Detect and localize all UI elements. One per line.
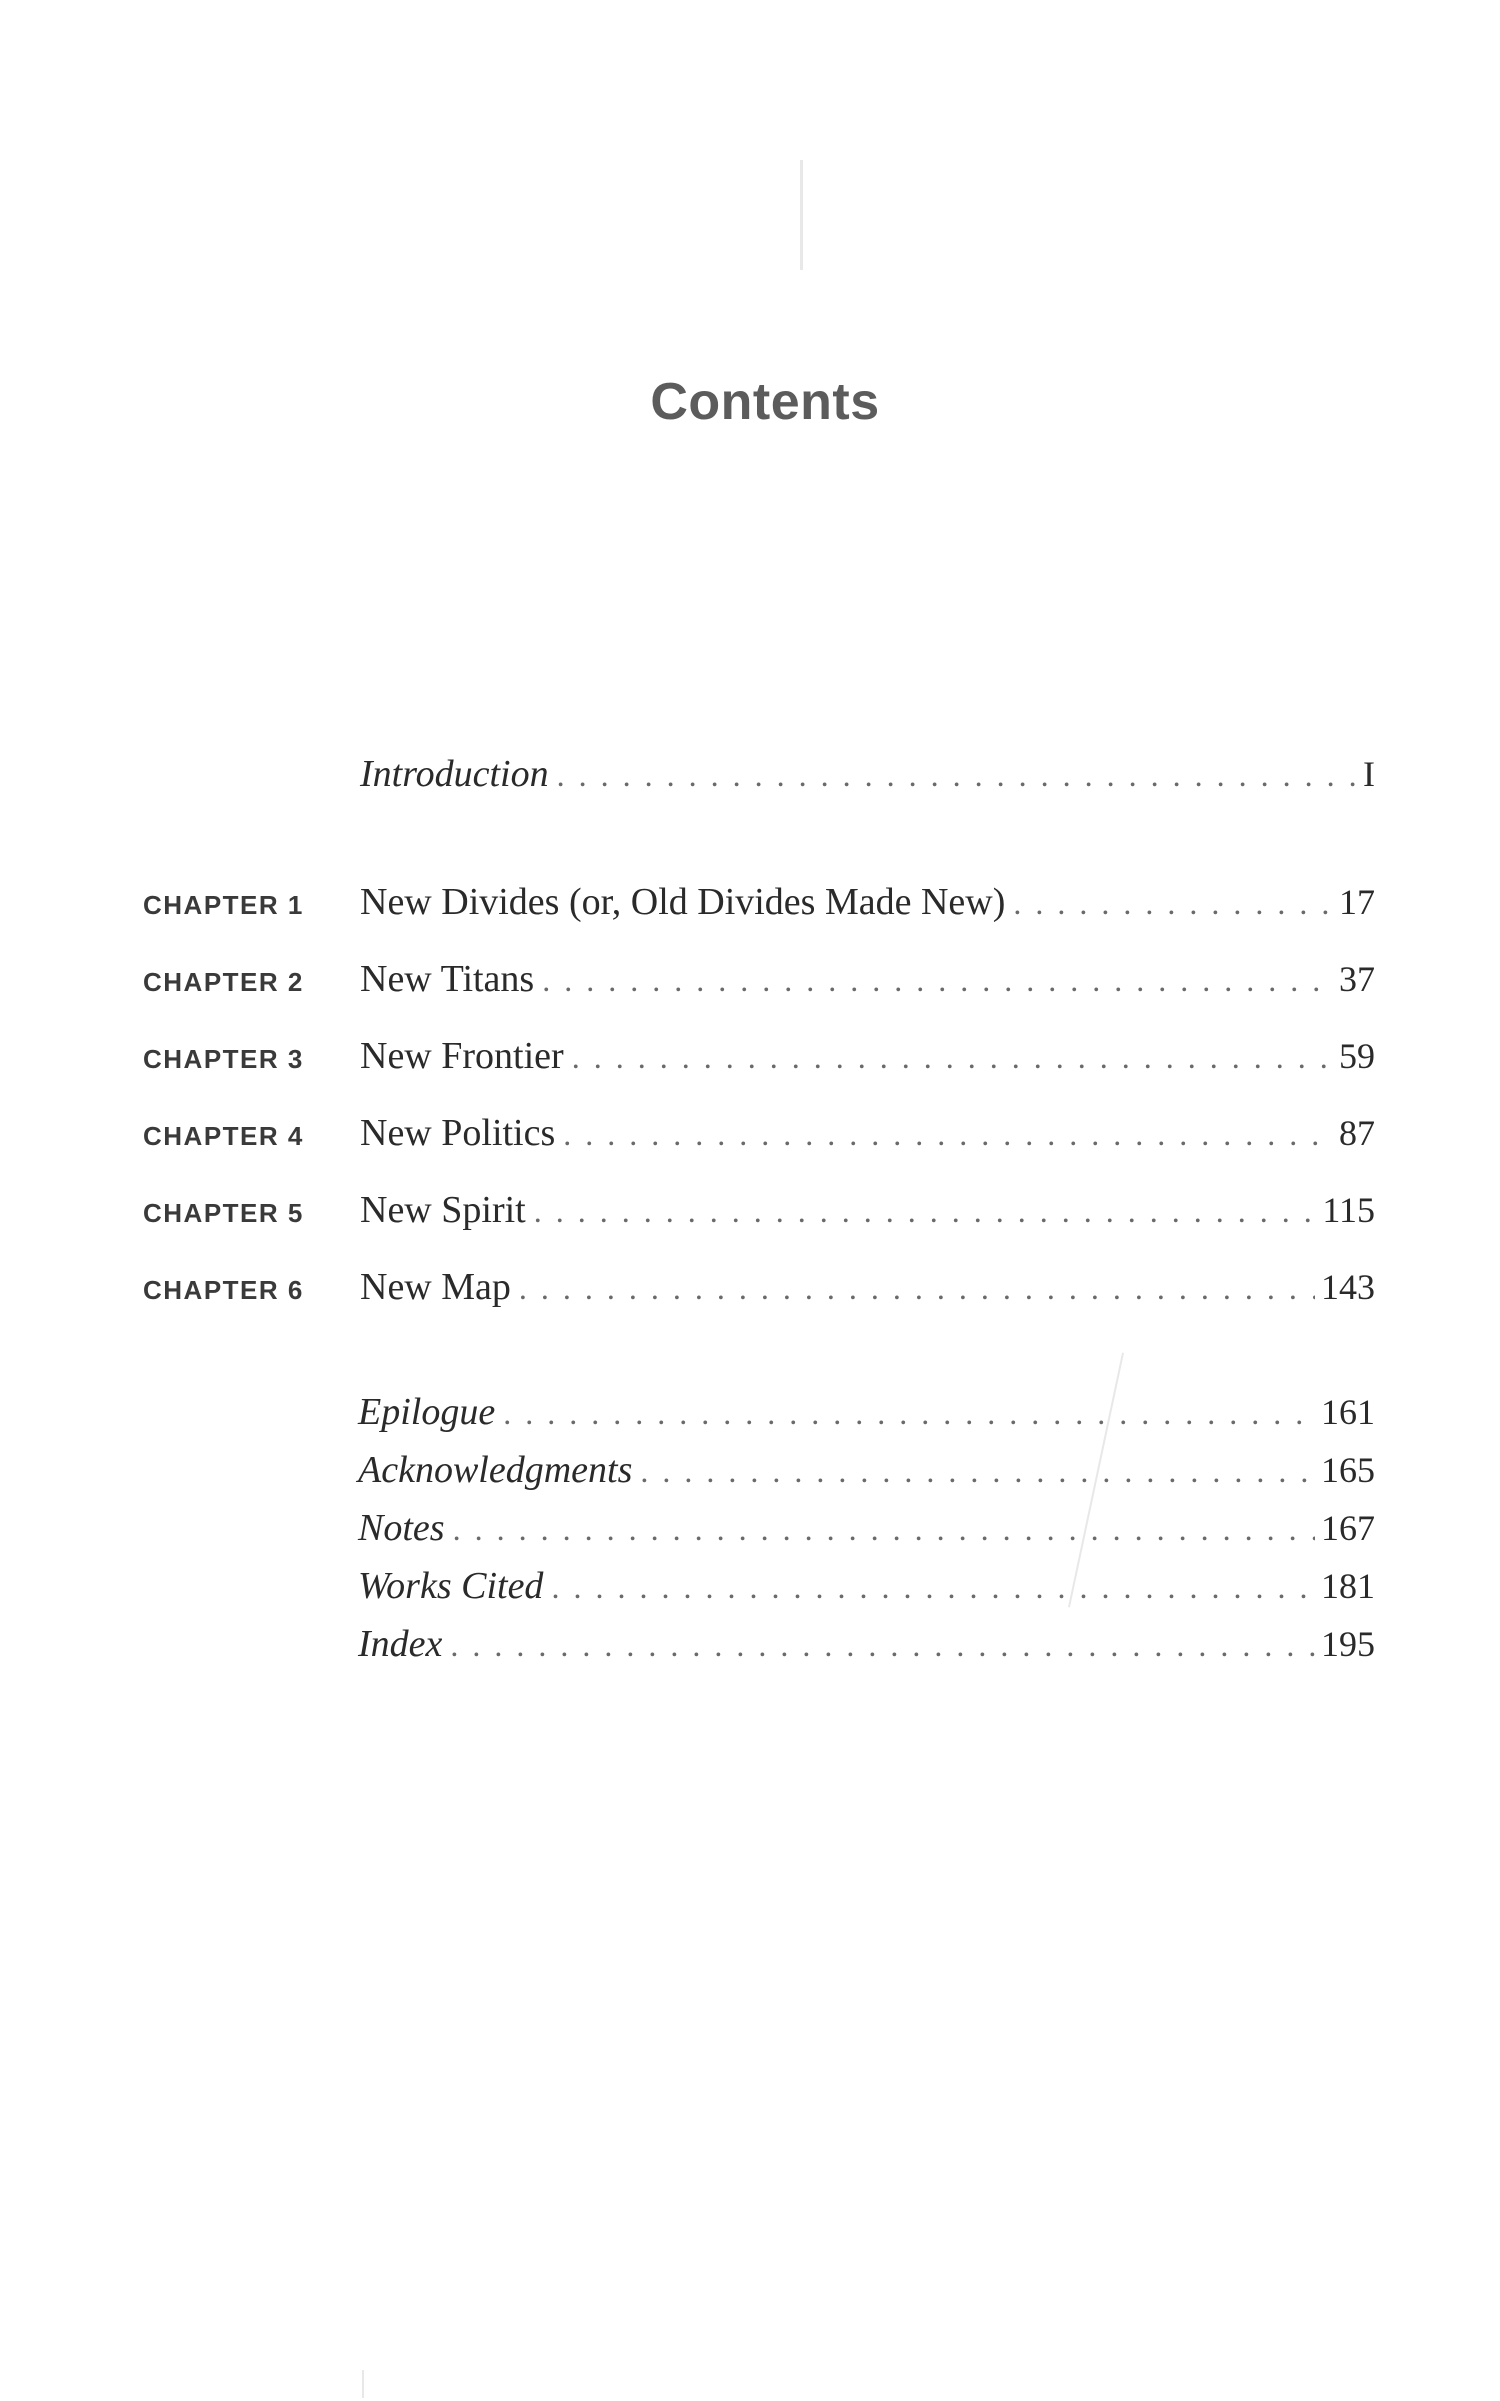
toc-entry-chapter-2[interactable]	[143, 957, 1375, 1001]
dot-leader	[640, 1453, 1315, 1490]
page-title: Contents	[650, 373, 880, 431]
toc-entry-introduction[interactable]	[360, 752, 1375, 796]
page-number: 167	[1321, 1508, 1375, 1548]
page-number: 37	[1339, 959, 1375, 999]
entry-title: New Map	[360, 1266, 511, 1308]
dot-leader	[563, 1116, 1333, 1153]
entry-title: Notes	[358, 1507, 445, 1549]
toc-entry-chapter-5[interactable]	[143, 1188, 1375, 1232]
entry-title: New Politics	[360, 1112, 556, 1154]
entry-title: Works Cited	[358, 1565, 544, 1607]
page-number: 59	[1339, 1036, 1375, 1076]
chapter-label: CHAPTER 4	[143, 1121, 304, 1151]
toc-entry-chapter-6[interactable]	[143, 1265, 1375, 1309]
scan-speck	[362, 2370, 364, 2398]
page-number: 87	[1339, 1113, 1375, 1153]
toc-entry-chapter-3[interactable]	[143, 1034, 1375, 1078]
entry-title: New Frontier	[360, 1035, 564, 1077]
entry-title: New Divides (or, Old Divides Made New)	[360, 881, 1006, 923]
toc-entry-chapter-1[interactable]	[143, 880, 1375, 924]
entry-title: Acknowledgments	[358, 1449, 633, 1491]
entry-title: Epilogue	[358, 1391, 496, 1433]
page-number: 161	[1321, 1392, 1375, 1432]
dot-leader	[542, 962, 1333, 999]
page-number: 195	[1321, 1624, 1375, 1664]
page-number: 115	[1322, 1190, 1375, 1230]
dot-leader	[453, 1511, 1315, 1548]
scan-speck	[800, 160, 803, 270]
dot-leader	[572, 1039, 1333, 1076]
entry-title: Introduction	[360, 753, 549, 795]
page-number: 143	[1321, 1267, 1375, 1307]
page-number: 181	[1321, 1566, 1375, 1606]
dot-leader	[534, 1193, 1317, 1230]
dot-leader	[450, 1627, 1315, 1664]
toc-entry-acknowledgments[interactable]	[358, 1448, 1375, 1492]
entry-title: Index	[358, 1623, 443, 1665]
dot-leader	[1013, 885, 1333, 922]
dot-leader	[503, 1395, 1315, 1432]
chapter-label: CHAPTER 6	[143, 1275, 304, 1305]
toc-entry-index[interactable]	[358, 1622, 1375, 1666]
chapter-label: CHAPTER 3	[143, 1044, 304, 1074]
toc-entry-chapter-4[interactable]	[143, 1111, 1375, 1155]
chapter-label: CHAPTER 1	[143, 890, 304, 920]
dot-leader	[519, 1270, 1315, 1307]
chapter-label: CHAPTER 2	[143, 967, 304, 997]
toc-entry-notes[interactable]	[358, 1506, 1375, 1550]
page-number: I	[1363, 754, 1375, 794]
dot-leader	[551, 1569, 1315, 1606]
page-number: 165	[1321, 1450, 1375, 1490]
toc-entry-epilogue[interactable]	[358, 1390, 1375, 1434]
chapter-label: CHAPTER 5	[143, 1198, 304, 1228]
entry-title: New Spirit	[360, 1189, 526, 1231]
toc-entry-works-cited[interactable]	[358, 1564, 1375, 1608]
page-number: 17	[1339, 882, 1375, 922]
entry-title: New Titans	[360, 958, 535, 1000]
dot-leader	[557, 757, 1357, 794]
